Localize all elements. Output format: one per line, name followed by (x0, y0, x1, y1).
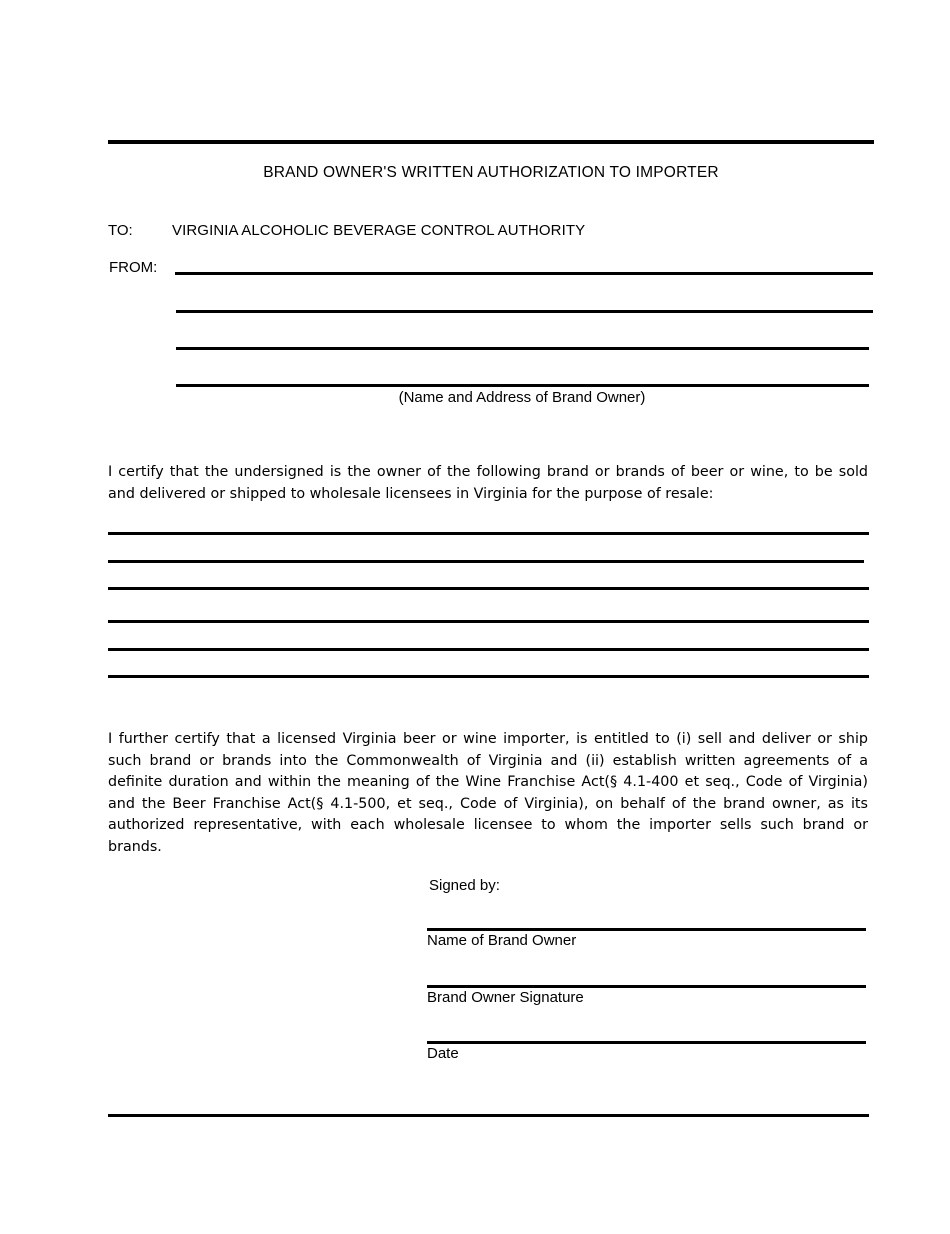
from-caption: (Name and Address of Brand Owner) (398, 389, 646, 406)
bottom-border-rule (108, 1114, 869, 1117)
from-line-2[interactable] (176, 310, 873, 313)
brand-owner-signature-line[interactable] (427, 985, 866, 988)
form-title: BRAND OWNER'S WRITTEN AUTHORIZATION TO IMPORTER (263, 164, 719, 181)
brand-owner-name-label: Name of Brand Owner (427, 932, 577, 949)
brand-owner-name-line[interactable] (427, 928, 866, 931)
from-line-4[interactable] (176, 384, 869, 387)
signed-by-label: Signed by: (429, 877, 500, 894)
date-line[interactable] (427, 1041, 866, 1044)
brand-line-4[interactable] (108, 620, 869, 623)
brand-line-1[interactable] (108, 532, 869, 535)
from-line-3[interactable] (176, 347, 869, 350)
date-label: Date (427, 1045, 459, 1062)
from-label: FROM: (109, 259, 158, 276)
certify-paragraph: I certify that the undersigned is the owner of the following brand or brands of beer or wine, to be sold and delivered or shipped to wholesale licensees in Virginia for the purpose of resale: (108, 464, 868, 502)
brand-line-6[interactable] (108, 675, 869, 678)
brand-line-2[interactable] (108, 560, 864, 563)
from-line-1[interactable] (175, 272, 873, 275)
brand-owner-signature-label: Brand Owner Signature (427, 989, 584, 1006)
top-border-rule (108, 140, 874, 144)
further-certify-paragraph: I further certify that a licensed Virginia beer or wine importer, is entitled to (i) sell and deliver or ship such brand or brands into the Commonwealth of Virginia and (ii) establish written agreements of a definite duration and within the meaning of the Wine Franchise Act(§ 4.1-400 et seq., Code of Virginia) and the Beer Franchise Act(§ 4.1-500, et seq., Code of Virginia), on behalf of the brand owner, as its authorized representative, with each wholesale licensee to whom the importer sells such brand or brands. (108, 731, 868, 855)
brand-line-5[interactable] (108, 648, 869, 651)
brand-line-3[interactable] (108, 587, 869, 590)
to-recipient: VIRGINIA ALCOHOLIC BEVERAGE CONTROL AUTHORITY (172, 222, 586, 239)
to-label: TO: (108, 222, 133, 239)
